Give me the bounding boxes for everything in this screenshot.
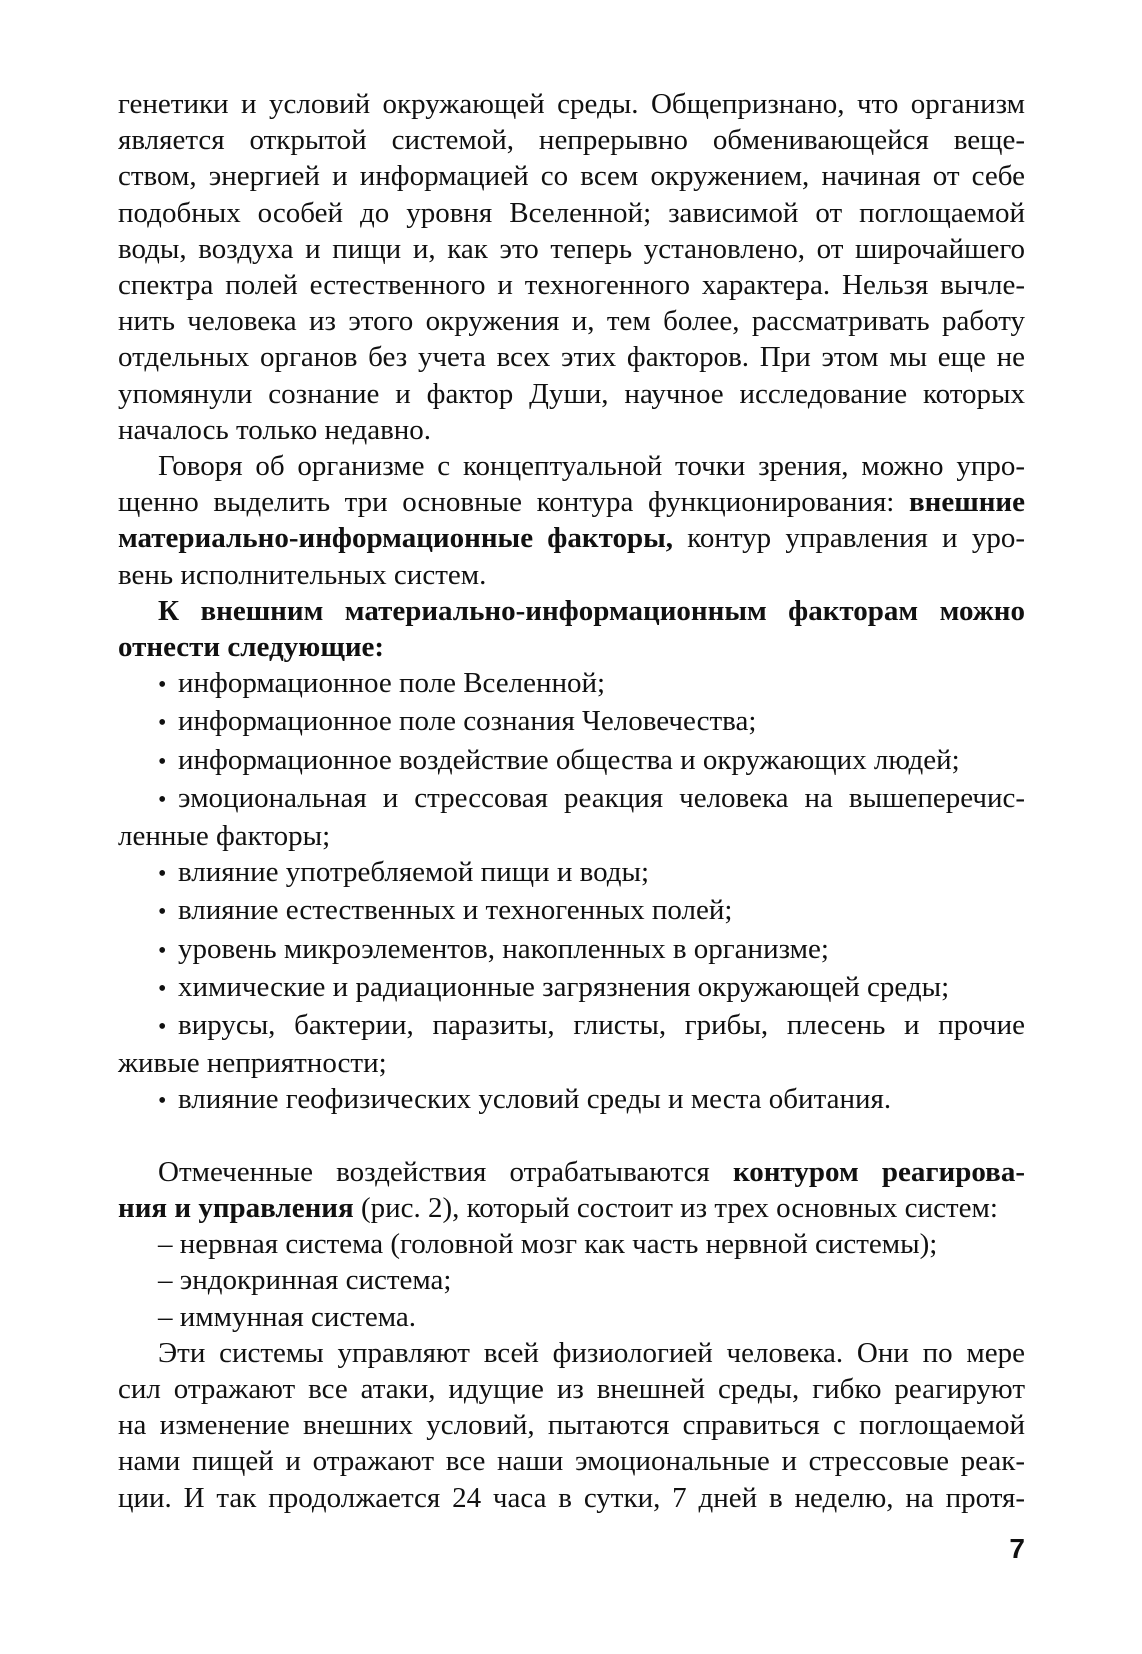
text-line: • информационное поле Вселенной; [118,665,1025,703]
text-line: • влияние геофизических условий среды и места обитания. [118,1081,1025,1119]
list-item [118,1081,1025,1119]
text-line: вень исполнительных систем. [118,558,487,591]
text-line: • влияние естественных и техногенных полей; [118,892,1025,930]
page-body [118,86,1025,1516]
text-line: сил отражают все атаки, идущие из внешней среды, гибко реагируют [118,1372,1025,1405]
text-line: подобных особей до уровня Вселенной; зависимой от поглощаемой [118,196,1025,229]
text-run: контур управления и уро- [672,522,1025,555]
text-run: Отмеченные воздействия отрабатываются [158,1155,733,1188]
text-line [118,484,1025,520]
text-line: является открытой системой, непрерывно обменивающейся веще- [118,124,1025,157]
text-run: (рис. 2), который состоит из трех основных систем: [353,1191,998,1224]
list-item: – нервная система (головной мозг как часть нервной системы); [158,1228,938,1261]
text-line: ции. И так продолжается 24 часа в сутки, 7 дней в неделю, на протя- [118,1481,1025,1514]
list-item [118,854,1025,892]
paragraph-three-contours [118,448,1025,593]
text-line: отнести следующие: [118,631,385,664]
text-line: генетики и условий окружающей среды. Общепризнано, что организм [118,88,1025,120]
list-item: – эндокринная система; [158,1264,452,1297]
list-item [118,703,1025,741]
list-item [118,1007,1025,1081]
list-item [118,742,1025,780]
list-item [118,969,1025,1007]
page-number: 7 [1009,1533,1025,1564]
text-line: • информационное воздействие общества и окружающих людей; [118,742,1025,780]
text-line: нить человека из этого окружения и, тем более, рассматривать работу [118,305,1025,338]
text-line: • химические и радиационные загрязнения окружающей среды; [118,969,1025,1007]
text-line [118,1154,1025,1190]
section-spacer [118,1120,1025,1154]
list-item [118,892,1025,930]
text-line: Говоря об организме с концептуальной точки зрения, можно упро- [158,450,1025,483]
external-factors-heading [118,593,1025,665]
text-line: нами пищей и отражают все наши эмоциональные и стрессовые реак- [118,1445,1025,1478]
text-line: ленные факторы; [118,820,331,853]
text-line: началось только недавно. [118,413,432,446]
text-line: упомянули сознание и фактор Души, научное исследование которых [118,377,1025,410]
list-item [118,780,1025,854]
list-item [118,665,1025,703]
text-line [118,520,1025,556]
bold-text-run: ния и управления [118,1191,354,1224]
text-line: • информационное поле сознания Человечества; [118,703,1025,741]
list-item [118,931,1025,969]
bold-text-run: внешние [908,486,1025,519]
external-factors-list [118,665,1025,1119]
bold-text-run: материально-информационные факторы, [118,522,673,555]
text-line: • вирусы, бактерии, паразиты, глисты, грибы, плесень и прочие [118,1007,1025,1045]
paragraph-systems-physiology [118,1335,1025,1516]
text-line: ством, энергией и информацией со всем окружением, начиная от себе [118,160,1025,193]
text-line: воды, воздуха и пищи и, как это теперь установлено, от широчайшего [118,232,1025,265]
text-line: • влияние употребляемой пищи и воды; [118,854,1025,892]
text-line: К внешним материально-информационным факторам можно [158,594,1025,627]
paragraph-organism-open-system [118,86,1025,448]
paragraph-response-contour [118,1154,1025,1226]
text-line: • эмоциональная и стрессовая реакция человека на вышеперечис- [118,780,1025,818]
text-line: спектра полей естественного и техногенного характера. Нельзя вычле- [118,269,1025,302]
text-line [118,1190,1025,1226]
text-line: Эти системы управляют всей физиологией человека. Они по мере [158,1336,1025,1369]
bold-text-run: контуром реагирова- [732,1155,1025,1188]
text-line: отдельных органов без учета всех этих факторов. При этом мы еще не [118,341,1025,374]
control-systems-list [118,1226,1025,1335]
text-line: • уровень микроэлементов, накопленных в организме; [118,931,1025,969]
text-run: щенно выделить три основные контура функционирования: [118,486,909,519]
list-item: – иммунная система. [158,1300,417,1333]
text-line: на изменение внешних условий, пытаются справиться с поглощаемой [118,1409,1025,1442]
text-line: живые неприятности; [118,1047,387,1080]
